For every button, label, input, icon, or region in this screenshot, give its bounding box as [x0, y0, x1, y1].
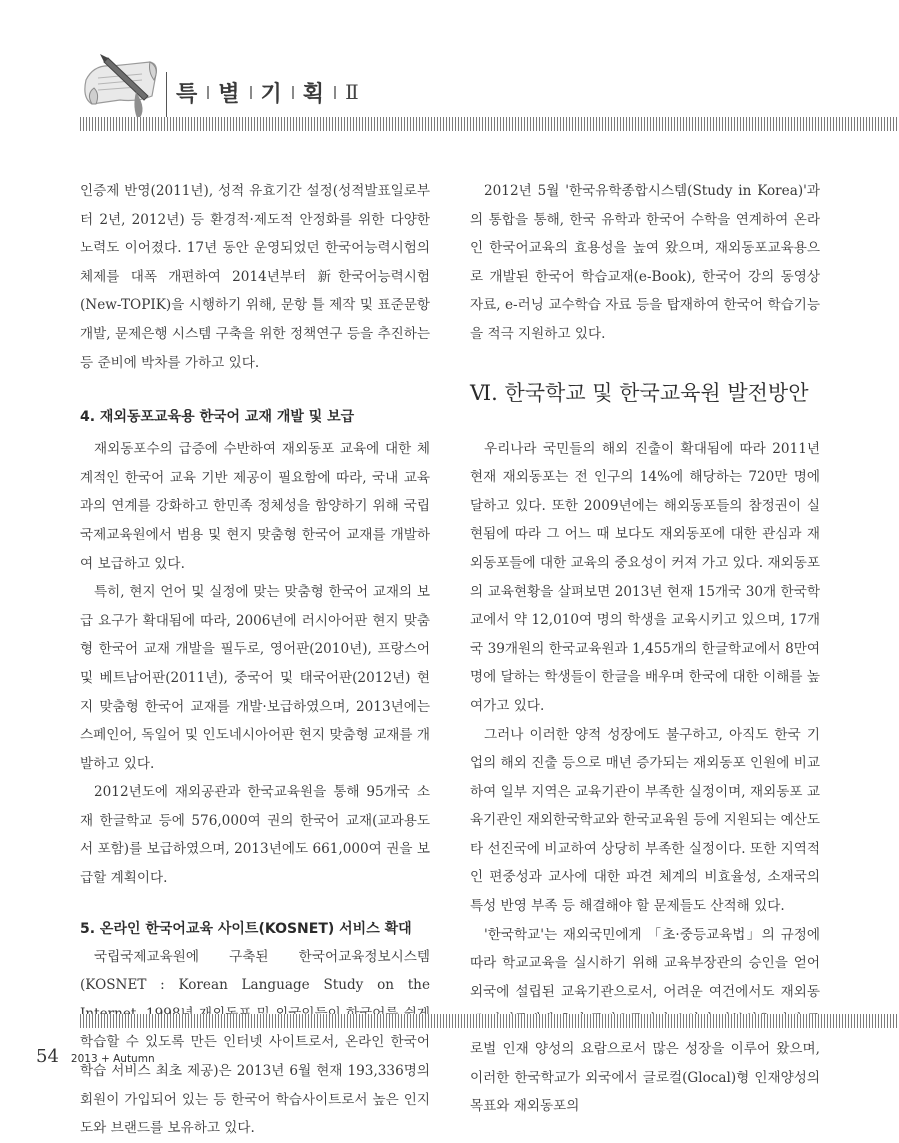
header-char: 기 — [260, 81, 283, 107]
chapter-heading: Ⅵ. 한국학교 및 한국교육원 발전방안 — [470, 380, 809, 405]
body-paragraph: 2012년 5월 '한국유학종합시스템(Study in Korea)'과의 통합을 통해, 한국 유학과 한국어 수학을 연계하여 온라인 한국어교육의 효용성을 높여 왔으며, 재외동포교육용으로 개발된 한국어 학습교재(e-Book), 한국어 강의 동영상 자료, e-러닝 교수학습 자료 등을 탑재하여 한국어 학습기능을 적극 지원하고 있다. — [470, 183, 820, 342]
section-header-title — [176, 78, 360, 106]
footer-hatch-rule — [80, 1014, 899, 1028]
body-paragraph: 재외동포수의 급증에 수반하여 재외동포 교육에 대한 체계적인 한국어 교육 기반 제공이 필요함에 따라, 국내 교육과의 연계를 강화하고 한민족 정체성을 함양하기 위해 국립국제교육원에서 범용 및 현지 맞춤형 한국어 교재를 개발하여 보급하고 있다. — [80, 441, 430, 572]
header-divider — [166, 72, 167, 120]
section-4-heading: 4. 재외동포교육용 한국어 교재 개발 및 보급 — [80, 409, 355, 426]
header-separator — [292, 86, 294, 99]
left-column — [80, 177, 430, 1143]
body-paragraph: 우리나라 국민들의 해외 진출이 확대됨에 따라 2011년 현재 재외동포는 전 인구의 14%에 해당하는 720만 명에 달하고 있다. 또한 2009년에는 해외동포들의 참정권이 실현됨에 따라 그 어느 때 보다도 재외동포에 대한 관심과 재외동포들에 대한 교육의 중요성이 커져 가고 있다. 재외동포의 교육현황을 살펴보면 2013년 현재 15개국 30개 한국학교에서 약 12,010여 명의 학생을 교육시키고 있으며, 17개국 39개원의 한국교육원과 1,455개의 한글학교에서 8만여 명에 달하는 학생들이 한글을 배우며 한국에 대한 이해를 높여가고 있다. — [470, 440, 820, 714]
header-separator — [334, 86, 336, 99]
body-paragraph: 그러나 이러한 양적 성장에도 불구하고, 아직도 한국 기업의 해외 진출 등으로 매년 증가되는 재외동포 인원에 비교하여 일부 지역은 교육기관이 부족한 실정이며, 재외동포 교육기관인 재외한국학교와 한국교육원 등에 지원되는 예산도 타 선진국에 비교하여 상당히 부족한 실정이다. 또한 지역적인 편중성과 교사에 대한 파견 체계의 비효율성, 소재국의 특성 반영 부족 등 해결해야 할 문제들도 산적해 있다. — [470, 726, 820, 915]
header-separator — [207, 86, 209, 99]
body-paragraph: 2012년도에 재외공관과 한국교육원을 통해 95개국 소재 한글학교 등에 576,000여 권의 한국어 교재(교과용도서 포함)를 보급하였으며, 2013년에도 661,000여 권을 보급할 계획이다. — [80, 784, 430, 887]
body-paragraph: '한국학교'는 재외국민에게 「초·중등교육법」의 규정에 따라 학교교육을 실시하기 위해 교육부장관의 승인을 얻어 외국에 설립된 교육기관으로서, 어려운 여건에서도 재외동 로벌 인재 양성의 요람으로서 많은 성장을 이루어 왔으며, 이러한 한국학교가 외국에서 글로컬(Glocal)형 인재양성의 목표와 재외동포의 — [470, 926, 820, 1115]
header-hatch-rule — [80, 117, 899, 131]
body-paragraph: 특히, 현지 언어 및 실정에 맞는 맞춤형 한국어 교재의 보급 요구가 확대됨에 따라, 2006년에 러시아어판 현지 맞춤형 한국어 교재 개발을 필두로, 영어판(2010년), 프랑스어 및 베트남어판(2011년), 중국어 및 태국어판(2012년) 현지 맞춤형 한국어 교재를 개발·보급하였으며, 2013년에는 스페인어, 독일어 및 인도네시아어판 현지 맞춤형 교재를 개발하고 있다. — [80, 584, 430, 772]
body-paragraph: 국립국제교육원에 구축된 한국어교육정보시스템(KOSNET : Korean Language Study on the 학습할 수 있도록 만든 인터넷 사이트로서, 온라인 한국어 학습 서비스 최초 제공)은 2013년 6월 현재 193,336명의 회원이 가입되어 있는 등 한국어 학습사이트로서 높은 인지도와 브랜드를 보유하고 있다. — [80, 948, 430, 1137]
header-char: 특 — [176, 81, 199, 107]
header-roman-numeral: Ⅱ — [345, 80, 360, 104]
body-paragraph: 인증제 반영(2011년), 성적 유효기간 설정(성적발표일로부터 2년, 2012년) 등 환경적·제도적 안정화를 위한 다양한 노력도 이어졌다. 17년 동안 운영되었던 한국어능력시험의 체제를 대폭 개편하여 2014년부터 新한국어능력시험(New-TOPIK)을 시행하기 위해, 문항 틀 제작 및 표준문항 개발, 문제은행 시스템 구축을 위한 정책연구 등을 추진하는 등 준비에 박차를 가하고 있다. — [80, 183, 430, 371]
header-char: 획 — [302, 81, 326, 107]
issue-label: 2013 + Autumn — [70, 1053, 155, 1065]
section-5-heading: 5. 온라인 한국어교육 사이트(KOSNET) 서비스 확대 — [80, 920, 412, 937]
header-separator — [250, 86, 252, 99]
header-char: 별 — [218, 81, 241, 107]
right-column — [470, 177, 820, 1121]
page-footer — [36, 1046, 155, 1067]
scroll-pen-emblem-icon — [78, 50, 164, 122]
page-number: 54 — [36, 1046, 59, 1067]
